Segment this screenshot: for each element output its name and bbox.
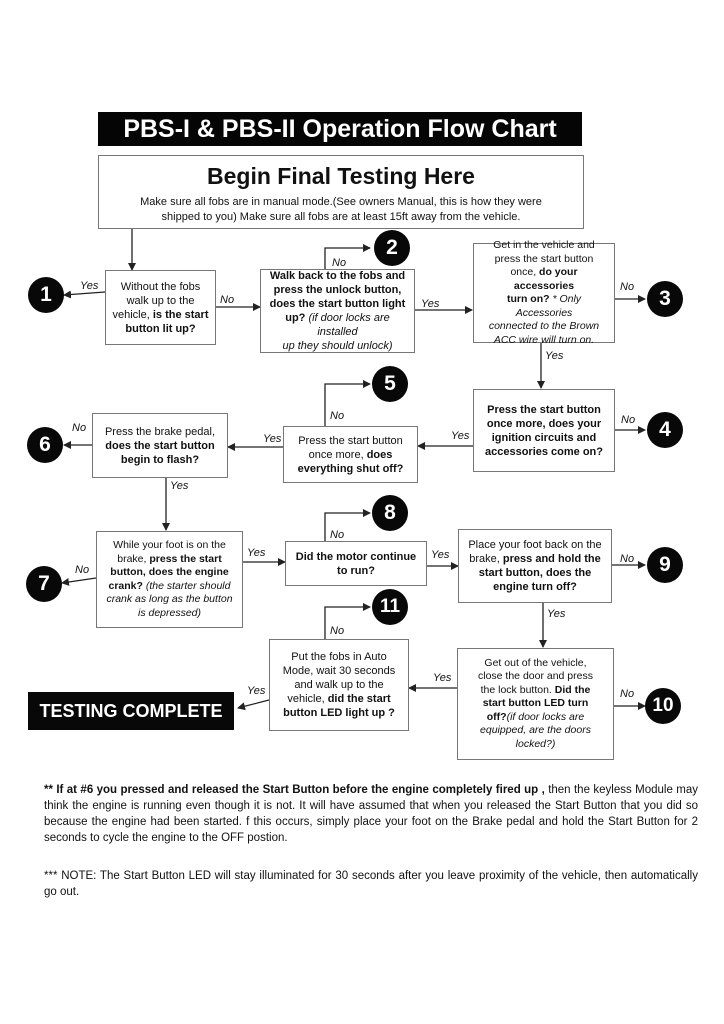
yes-label: Yes — [433, 672, 452, 684]
box-text: Press the brake pedal, — [104, 425, 216, 438]
step-box-lock — [457, 648, 614, 760]
arrow-fobs-to-complete — [238, 700, 269, 708]
box-note: * Only Accessories connected to the Brown ACC wire will turn on. — [488, 293, 600, 346]
box-text: Get out of the vehicle, close the door and press the lock button. — [478, 656, 593, 696]
no-label: No — [332, 257, 347, 269]
yes-label: Yes — [247, 547, 266, 559]
node-11-circle: 11 — [372, 589, 408, 625]
step-box-brake-flash — [92, 413, 228, 478]
box-note: (if door locks are equipped, are the doors locked?) — [480, 710, 591, 750]
node-2-circle: 2 — [374, 230, 410, 266]
box-text: Press the start button once more, — [298, 434, 403, 461]
step-box-walk-back — [260, 269, 415, 353]
step-box-auto-mode — [269, 639, 409, 731]
yes-label: Yes — [545, 350, 564, 362]
no-label: No — [220, 294, 235, 306]
node-7-circle: 7 — [26, 566, 62, 602]
node-1-circle: 1 — [28, 277, 64, 313]
box-question: does the start button begin to flash? — [105, 439, 215, 466]
page-title: PBS-I & PBS-II Operation Flow Chart — [98, 112, 582, 146]
arrow-while-to-7 — [62, 578, 96, 583]
testing-complete-banner: TESTING COMPLETE — [28, 692, 234, 730]
yes-label: Yes — [247, 685, 266, 697]
footnote-text: then the keyless Module may think the engine is running even though it is not. It will have assumed that when you released the Start Button that you did so because the engine had been started. f this occurs, simply place your foot on the Brake pedal and hold the Start Button for 2 seconds to cycle the engine to the OFF postion. — [44, 784, 698, 844]
no-label: No — [330, 625, 345, 637]
step-box-crank — [96, 531, 243, 628]
box-note: (if door locks are installed up they should unlock) — [282, 312, 393, 352]
box-question: Did the start button LED turn off? — [482, 683, 591, 723]
yes-label: Yes — [451, 430, 470, 442]
box-question: does everything shut off? — [297, 448, 404, 475]
node-3-circle: 3 — [647, 281, 683, 317]
begin-instructions: Make sure all fobs are in manual mode.(See owners Manual, this is how they were shipped to you) Make sure all fobs are at least 15ft away from the vehicle. — [140, 196, 542, 223]
node-8-circle: 8 — [372, 495, 408, 531]
box-question: is the start button lit up? — [125, 308, 209, 335]
box-text: Get in the vehicle and press the start button once, — [493, 239, 595, 278]
box-question: press the start button, does the engine crank? — [108, 552, 229, 592]
node-4-circle: 4 — [647, 412, 683, 448]
node-9-circle: 9 — [647, 547, 683, 583]
node-10-circle: 10 — [645, 688, 681, 724]
step-box-no-fobs — [105, 270, 216, 345]
no-label: No — [620, 553, 635, 565]
footnote-mark: ** — [44, 784, 57, 796]
footnote-start-button — [44, 782, 698, 846]
box-question: Walk back to the fobs and press the unlock button, does the start button light up? — [269, 270, 406, 324]
no-label: No — [330, 529, 345, 541]
box-question: did the start button LED light up ? — [283, 693, 395, 719]
step-box-get-in — [473, 239, 615, 346]
box-question: press and hold the start button, does the engine turn off? — [478, 553, 601, 593]
footnote-led-note: *** NOTE: The Start Button LED will stay illuminated for 30 seconds after you leave proximity of the vehicle, then automatically go out. — [44, 870, 698, 898]
box-text: While your foot is on the brake, — [113, 539, 226, 565]
box-text: Place your foot back on the brake, — [468, 539, 602, 565]
yes-label: Yes — [431, 549, 450, 561]
box-question: Did the motor continue to run? — [295, 550, 417, 577]
step-box-hold-start — [458, 529, 612, 603]
no-label: No — [72, 422, 87, 434]
no-label: No — [620, 688, 635, 700]
yes-label: Yes — [263, 433, 282, 445]
box-note: (the starter should crank as long as the button is depressed) — [106, 579, 233, 619]
step-box-shut-off — [283, 426, 418, 483]
box-text: Without the fobs walk up to the vehicle, — [112, 280, 201, 321]
no-label: No — [620, 281, 635, 293]
node-6-circle: 6 — [27, 427, 63, 463]
footnote-bold-text: If at #6 you pressed and released the Start Button before the engine completely fired up , — [56, 784, 545, 796]
yes-label: Yes — [80, 280, 99, 292]
no-label: No — [621, 414, 636, 426]
node-5-circle: 5 — [372, 366, 408, 402]
yes-label: Yes — [170, 480, 189, 492]
step-box-motor — [285, 541, 427, 586]
no-label: No — [330, 410, 345, 422]
step-box-ignition — [473, 389, 615, 472]
box-text: Put the fobs in Auto Mode, wait 30 seconds and walk up to the vehicle, — [282, 651, 396, 705]
arrow-start-to-1 — [64, 292, 105, 295]
yes-label: Yes — [547, 608, 566, 620]
begin-title: Begin Final Testing Here — [207, 163, 475, 189]
yes-label: Yes — [421, 298, 440, 310]
no-label: No — [75, 564, 90, 576]
box-question: Press the start button once more, does your ignition circuits and accessories come on? — [484, 403, 603, 458]
box-question: do your accessories turn on? — [506, 266, 578, 305]
